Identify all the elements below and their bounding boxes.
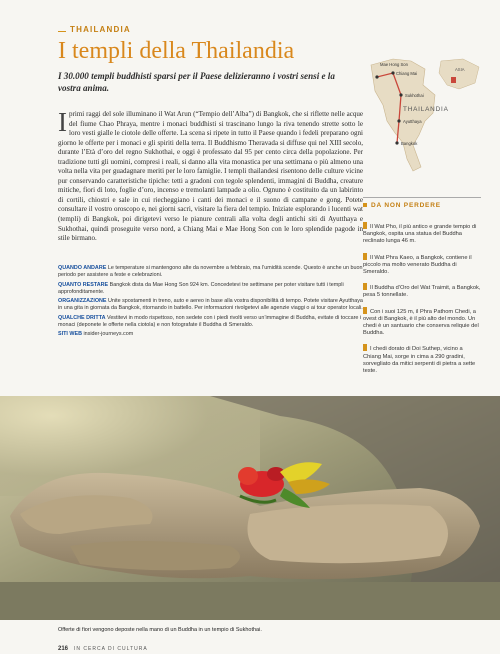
item-marker [363, 222, 367, 229]
drop-cap: I [58, 107, 67, 137]
place-dot [395, 141, 398, 144]
buddha-hand-photo [0, 396, 500, 620]
info-item [58, 298, 363, 313]
item-marker [363, 307, 367, 314]
info-text: Le temperature si mantengono alte da novembre a febbraio, ma l’umidità scende. Questo è anche un buon periodo per assistere a feste e celebrazioni. [58, 265, 363, 279]
place-label: Mae Hong Son [380, 62, 408, 67]
photo-caption: Offerte di fiori vengono deposte nella mano di un Buddha in un tempio di Sukhothai. [58, 627, 262, 633]
sidebar-item [363, 307, 481, 338]
item-marker [363, 344, 367, 351]
country-label: THAILANDIA [403, 106, 449, 113]
info-item [58, 331, 363, 338]
subtitle: I 30.000 templi buddhisti sparsi per il Paese delizieranno i vostri sensi e la vostra anima. [58, 71, 335, 93]
route-map [363, 55, 481, 177]
place-label: Ayutthaya [403, 119, 422, 124]
sidebar-item-text: Il Wat Pho, il più antico e grande tempio di Bangkok, ospita una statua del Buddha reclinato lunga 46 m. [363, 224, 477, 245]
article-text: primi raggi del sole illuminano il Wat Arun (“Tempio dell’Alba”) di Bangkok, che si riflette nelle acque del fiume Chao Phraya, mentre i monaci buddhisti si trascinano lungo la riva tenendo strette sotto le loro vesti gialle le ciotole delle offerte. La scena si ripete in tutto il Paese quando i fedeli preparano ogni giorno le offerte per i monaci e gli spiriti della terra. Il Buddhismo Theravada si diffuse qui nel XIII secolo, durante l’Età d’oro del regno Sukhothai, e oggi è professato dal 95 per cento circa della popolazione. Per tradizione tutti gli uomini, compresi i reali, si danno alla vita monastica per una settimana o più almeno una volta nella vita per guadagnare meriti per le loro famiglie. I templi thailandesi risentono delle culture vicine pur conservando caratteristiche tipiche: tetti a gradoni con tegole splendenti, immagini di Buddha, creature mitiche, fiori di loto, foglie d’oro, incenso e tremolanti lampade a olio. Ognuno è costituito da un labirinto di cortili, chiostri e sale in cui riecheggiano i canti dei monaci e il suono di campane e gong. Potete consultare il vostro oroscopo e, nei giorni sacri, visitare la fiera del tempio. Iniziate esplorando i lucenti wat (templi) di Bangkok, poi dirigetevi verso le pianure centrali alla volta degli antichi siti di Ayutthaya e Sukhothai, quindi proseguite verso nord, a Chiang Mai e Mae Hong Son con le loro splendide pagode in stile birmano. [58, 110, 363, 243]
info-item [58, 282, 363, 297]
asia-inset-highlight [451, 77, 456, 83]
section-kicker: THAILANDIA [70, 25, 131, 34]
info-label: QUALCHE DRITTA [58, 314, 106, 321]
map-svg [363, 55, 481, 177]
kicker-rule [58, 31, 66, 32]
finger-mid [70, 541, 240, 570]
sidebar-item [363, 283, 481, 299]
palm [248, 504, 449, 563]
place-dot [399, 93, 402, 96]
photo-svg [0, 396, 500, 620]
page-title: I templi della Thailandia [58, 38, 295, 64]
sidebar-list [363, 222, 481, 382]
item-marker [363, 253, 367, 260]
sidebar-title-text: DA NON PERDERE [371, 202, 441, 209]
section-name: IN CERCA DI CULTURA [74, 646, 148, 652]
sidebar-item [363, 253, 481, 277]
page-number: 216 [58, 646, 69, 652]
info-label: QUANDO ANDARE [58, 265, 107, 271]
title-square [363, 203, 367, 207]
info-text: Bangkok dista da Mae Hong Son 924 km. Concedetevi tre settimane per poter visitare tutti i templi approfonditamente. [58, 281, 344, 295]
place-dot [375, 75, 378, 78]
info-text: Vestitevi in modo rispettoso, non sedete con i piedi rivolti verso un’immagine di Buddha, evitate di toccare i monaci (deponete le offerte nella ciotola) e non fotografate il Buddha di Smeraldo. [58, 314, 362, 329]
asia-inset [439, 59, 479, 89]
sidebar-item-text: Con i suoi 125 m, il Phra Pathom Chedi, a ovest di Bangkok, è il più alto del mondo. Un chedi è un santuario che conserva reliquie del Buddha. [363, 308, 479, 337]
info-label: SITI WEB [58, 331, 82, 338]
place-label: Sukhothai [405, 93, 424, 98]
article-body [58, 107, 363, 244]
sidebar-item [363, 222, 481, 246]
info-item [58, 315, 363, 330]
page-footer [58, 646, 148, 652]
place-dot [397, 119, 400, 122]
sidebar-item-text: I chedi dorato di Doi Suthep, vicino a Chiang Mai, sorge in cima a 290 gradini, sorvegliato da mitici serpenti di pietra a sette teste. [363, 346, 476, 375]
sidebar-item [363, 344, 481, 375]
place-label: Chiang Mai [396, 71, 418, 76]
info-item [58, 265, 363, 280]
sidebar-item-text: Il Wat Phra Kaeo, a Bangkok, contiene il piccolo ma molto venerato Buddha di Smeraldo. [363, 254, 472, 276]
practical-info [58, 265, 363, 341]
info-text: Unite spostamenti in treno, auto e aereo in base alla vostra disponibilità di tempo. Potete visitare Ayutthaya in una gita in giornata da Bangkok, ritornando in battello. Per informazioni rivolgetevi alle agenzie viaggi o ai tour operator locali. [58, 298, 363, 312]
inset-label: ASIA [455, 67, 465, 72]
info-label: ORGANIZZAZIONE [58, 298, 107, 305]
photo-ground [0, 582, 500, 620]
info-label: QUANTO RESTARE [58, 281, 109, 288]
sidebar-item-text: Il Buddha d’Oro del Wat Traimit, a Bangkok, pesa 5 tonnellate. [363, 285, 481, 299]
place-dot [391, 71, 394, 74]
info-link[interactable]: insider-journeys.com [83, 331, 134, 338]
item-marker [363, 283, 367, 290]
sidebar-title [363, 197, 481, 213]
place-label: Bangkok [401, 141, 418, 146]
